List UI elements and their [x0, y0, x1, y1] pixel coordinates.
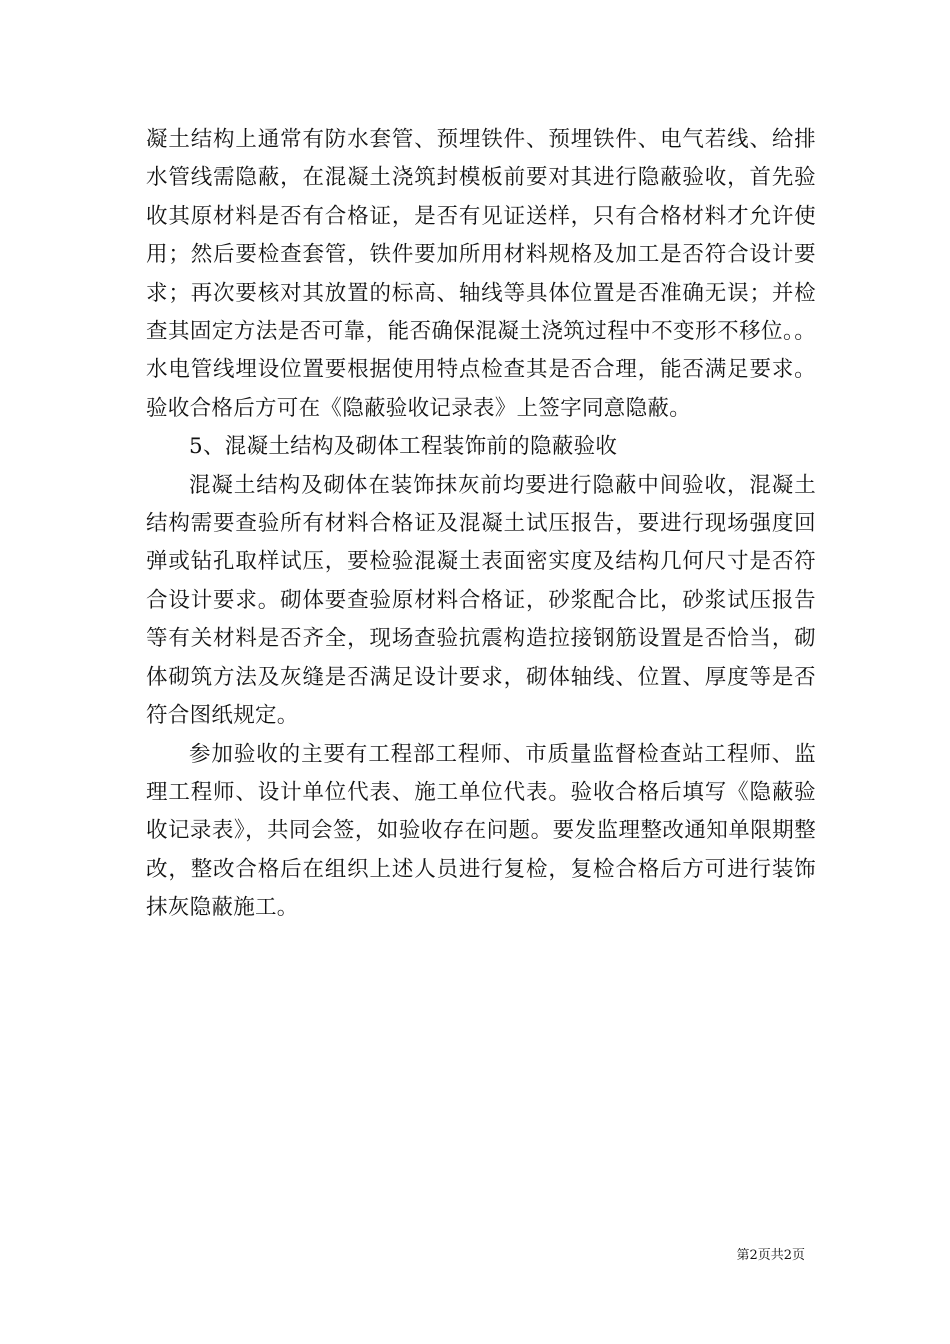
- document-body: [146, 121, 816, 928]
- paragraph-concrete-masonry-inspection: 混凝土结构及砌体在装饰抹灰前均要进行隐蔽中间验收，混凝土结构需要查验所有材料合格证及混凝土试压报告，要进行现场强度回弹或钻孔取样试压，要检验混凝土表面密实度及结构几何尺寸是否符合设计要求。砌体要查验原材料合格证，砂浆配合比，砂浆试压报告等有关材料是否齐全，现场查验抗震构造拉接钢筋设置是否恰当，砌体砌筑方法及灰缝是否满足设计要求，砌体轴线、位置、厚度等是否符合图纸规定。: [146, 472, 816, 729]
- page-number-footer: 第2页共2页: [736, 1248, 805, 1263]
- paragraph-hidden-works-embedded-items: 凝土结构上通常有防水套管、预埋铁件、预埋铁件、电气若线、给排水管线需隐蔽，在混凝土浇筑封模板前要对其进行隐蔽验收，首先验收其原材料是否有合格证，是否有见证送样，只有合格材料才允许使用；然后要检查套管，铁件要加所用材料规格及加工是否符合设计要求；再次要核对其放置的标高、轴线等具体位置是否准确无误；并检查其固定方法是否可靠，能否确保混凝土浇筑过程中不变形不移位。。水电管线埋设位置要根据使用特点检查其是否合理，能否满足要求。验收合格后方可在《隐蔽验收记录表》上签字同意隐蔽。: [146, 127, 816, 421]
- paragraph-inspection-participants: 参加验收的主要有工程部工程师、市质量监督检查站工程师、监理工程师、设计单位代表、施工单位代表。验收合格后填写《隐蔽验收记录表》，共同会签，如验收存在问题。要发监理整改通知单限期整改，整改合格后在组织上述人员进行复检，复检合格后方可进行装饰抹灰隐蔽施工。: [146, 741, 816, 921]
- section-heading-5: 5、混凝土结构及砌体工程装饰前的隐蔽验收: [189, 434, 618, 460]
